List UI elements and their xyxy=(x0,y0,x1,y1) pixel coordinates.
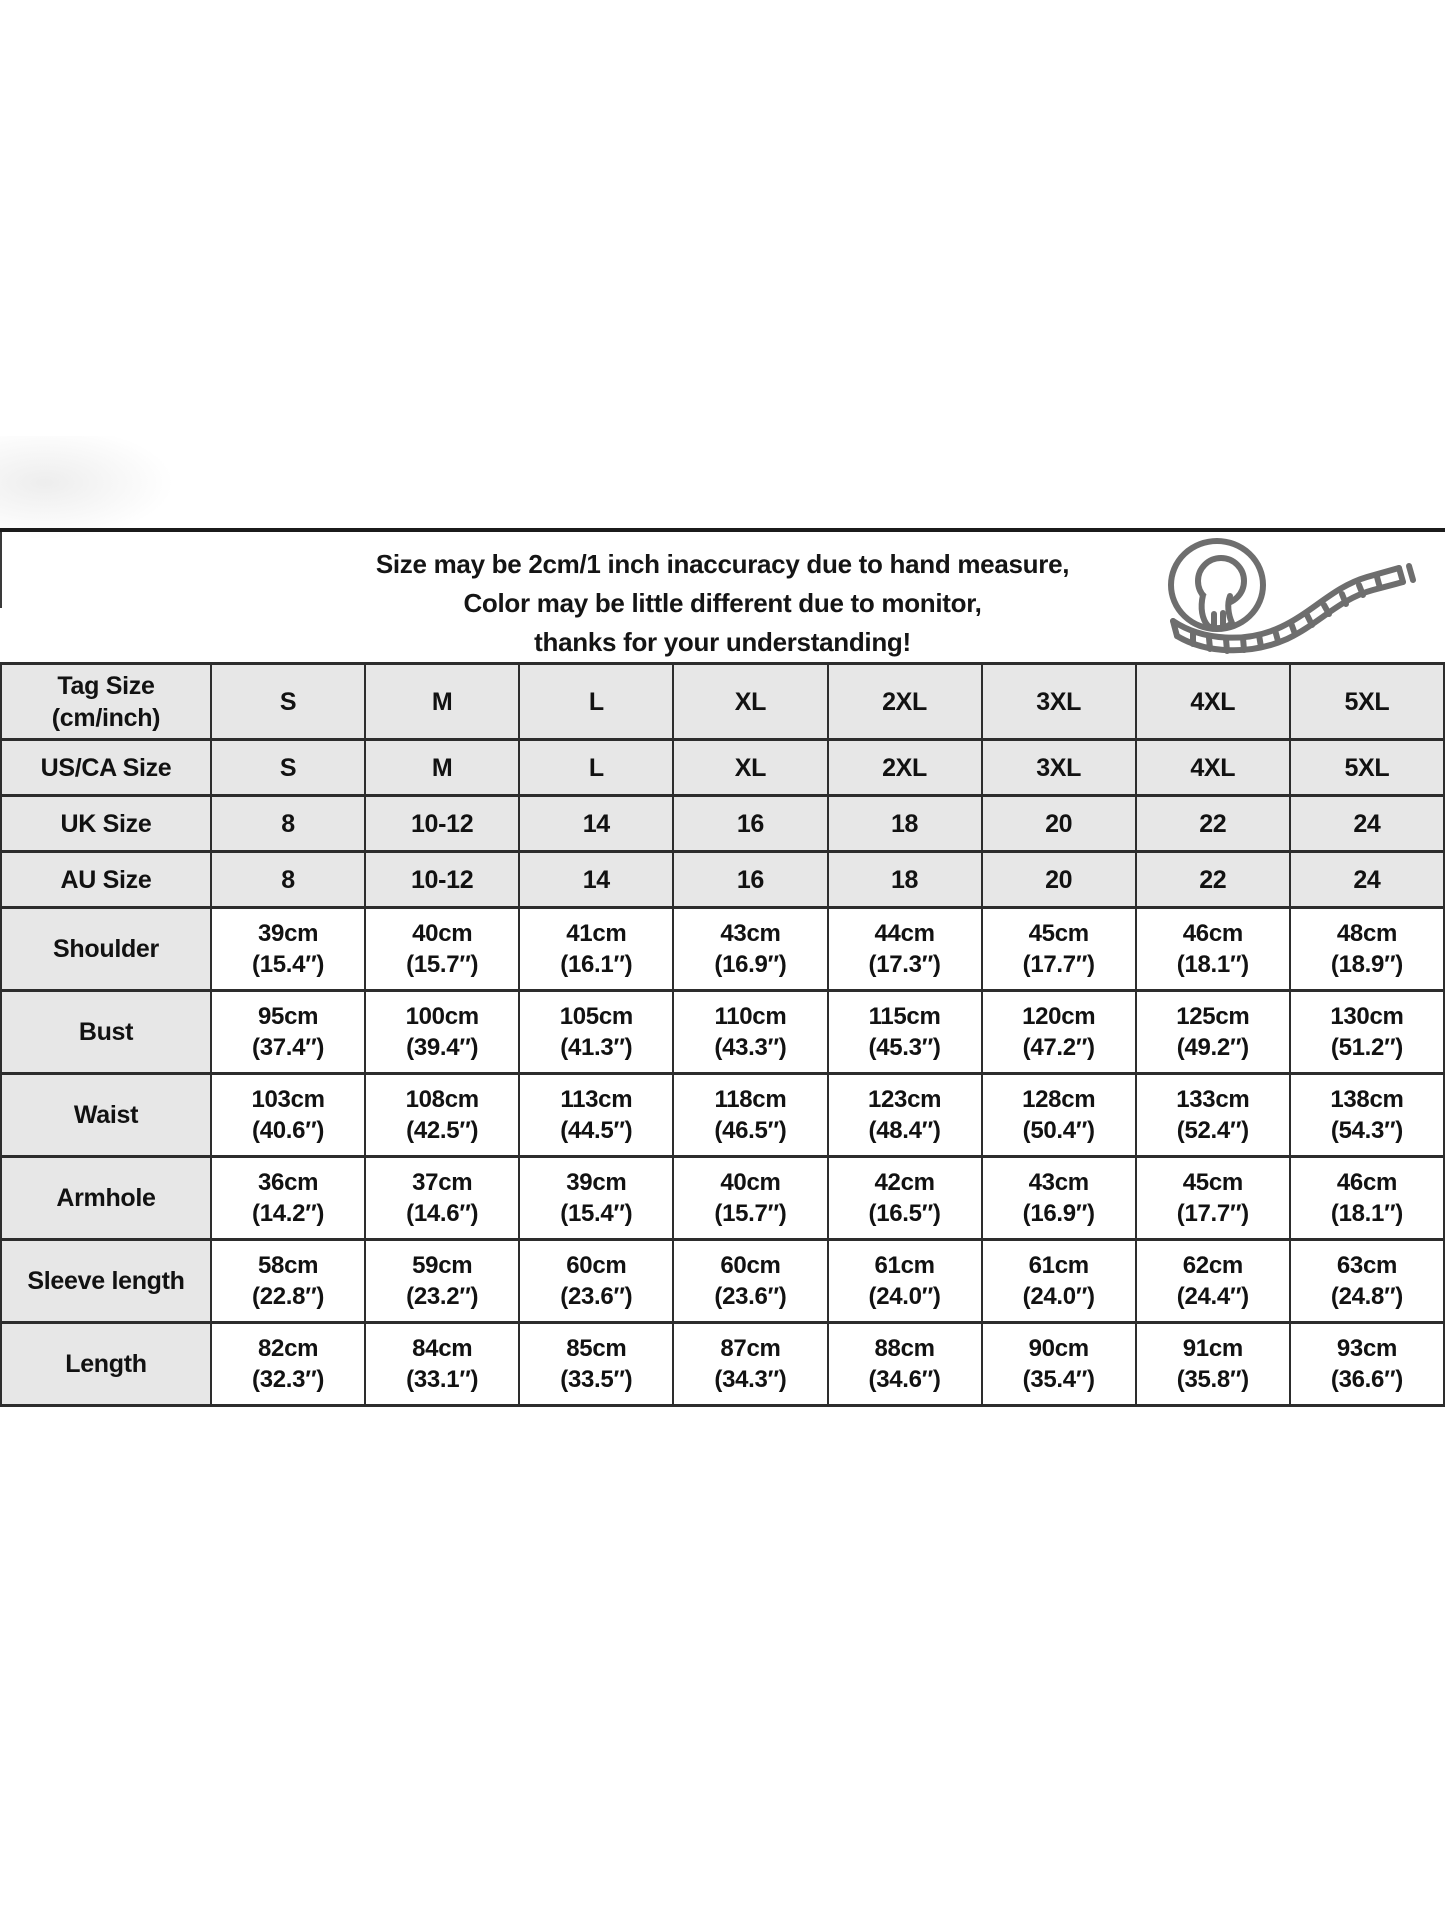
size-cell: XL xyxy=(673,664,827,740)
measure-cell: 60cm (23.6″) xyxy=(519,1240,673,1323)
row-label: Shoulder xyxy=(1,908,211,991)
measure-cell: 42cm (16.5″) xyxy=(828,1157,982,1240)
measure-cell: 84cm (33.1″) xyxy=(365,1323,519,1406)
size-cell: XL xyxy=(673,740,827,796)
measure-cell: 115cm (45.3″) xyxy=(828,991,982,1074)
size-cell: 24 xyxy=(1290,852,1444,908)
measure-cell: 41cm (16.1″) xyxy=(519,908,673,991)
measure-cell: 91cm (35.8″) xyxy=(1136,1323,1290,1406)
measure-cell: 103cm (40.6″) xyxy=(211,1074,365,1157)
size-cell: 16 xyxy=(673,796,827,852)
row-label: Sleeve length xyxy=(1,1240,211,1323)
table-row xyxy=(1,991,1444,1074)
measure-cell: 43cm (16.9″) xyxy=(673,908,827,991)
table-row xyxy=(1,1323,1444,1406)
size-cell: 2XL xyxy=(828,664,982,740)
size-cell: 5XL xyxy=(1290,740,1444,796)
measure-cell: 88cm (34.6″) xyxy=(828,1323,982,1406)
measure-cell: 130cm (51.2″) xyxy=(1290,991,1444,1074)
table-row xyxy=(1,740,1444,796)
size-cell: 3XL xyxy=(982,740,1136,796)
measure-cell: 95cm (37.4″) xyxy=(211,991,365,1074)
row-label: Waist xyxy=(1,1074,211,1157)
size-cell: M xyxy=(365,740,519,796)
measure-cell: 118cm (46.5″) xyxy=(673,1074,827,1157)
size-cell: 20 xyxy=(982,796,1136,852)
size-cell: 22 xyxy=(1136,796,1290,852)
measure-cell: 113cm (44.5″) xyxy=(519,1074,673,1157)
notice-line-2: Color may be little different due to monitor, xyxy=(463,588,982,618)
measure-cell: 128cm (50.4″) xyxy=(982,1074,1136,1157)
measure-cell: 133cm (52.4″) xyxy=(1136,1074,1290,1157)
measure-cell: 85cm (33.5″) xyxy=(519,1323,673,1406)
size-chart-table-body xyxy=(1,664,1444,1406)
measure-cell: 63cm (24.8″) xyxy=(1290,1240,1444,1323)
measure-cell: 60cm (23.6″) xyxy=(673,1240,827,1323)
row-label: Bust xyxy=(1,991,211,1074)
measure-cell: 36cm (14.2″) xyxy=(211,1157,365,1240)
measure-cell: 39cm (15.4″) xyxy=(519,1157,673,1240)
size-cell: 20 xyxy=(982,852,1136,908)
size-cell: L xyxy=(519,664,673,740)
table-row xyxy=(1,1074,1444,1157)
size-cell: 24 xyxy=(1290,796,1444,852)
table-row xyxy=(1,796,1444,852)
measure-cell: 110cm (43.3″) xyxy=(673,991,827,1074)
measure-cell: 58cm (22.8″) xyxy=(211,1240,365,1323)
table-row xyxy=(1,908,1444,991)
size-cell: 2XL xyxy=(828,740,982,796)
measure-cell: 40cm (15.7″) xyxy=(673,1157,827,1240)
row-label: AU Size xyxy=(1,852,211,908)
size-cell: M xyxy=(365,664,519,740)
background-artifact xyxy=(0,436,175,540)
measure-cell: 105cm (41.3″) xyxy=(519,991,673,1074)
measure-cell: 44cm (17.3″) xyxy=(828,908,982,991)
size-chart-sheet xyxy=(0,528,1445,1407)
size-cell: 18 xyxy=(828,852,982,908)
size-cell: 22 xyxy=(1136,852,1290,908)
measure-cell: 43cm (16.9″) xyxy=(982,1157,1136,1240)
size-cell: 18 xyxy=(828,796,982,852)
measure-cell: 108cm (42.5″) xyxy=(365,1074,519,1157)
size-cell: 14 xyxy=(519,796,673,852)
table-row xyxy=(1,1240,1444,1323)
measure-cell: 87cm (34.3″) xyxy=(673,1323,827,1406)
measure-cell: 40cm (15.7″) xyxy=(365,908,519,991)
row-label: US/CA Size xyxy=(1,740,211,796)
tape-measure-icon xyxy=(1153,535,1421,661)
measure-cell: 59cm (23.2″) xyxy=(365,1240,519,1323)
row-label: Tag Size (cm/inch) xyxy=(1,664,211,740)
measure-cell: 93cm (36.6″) xyxy=(1290,1323,1444,1406)
measure-cell: 37cm (14.6″) xyxy=(365,1157,519,1240)
measure-cell: 62cm (24.4″) xyxy=(1136,1240,1290,1323)
size-cell: 8 xyxy=(211,852,365,908)
measure-cell: 45cm (17.7″) xyxy=(1136,1157,1290,1240)
measure-cell: 39cm (15.4″) xyxy=(211,908,365,991)
size-cell: 16 xyxy=(673,852,827,908)
size-cell: S xyxy=(211,664,365,740)
table-row xyxy=(1,852,1444,908)
measure-cell: 120cm (47.2″) xyxy=(982,991,1136,1074)
measure-cell: 82cm (32.3″) xyxy=(211,1323,365,1406)
size-cell: S xyxy=(211,740,365,796)
size-cell: L xyxy=(519,740,673,796)
row-label: Armhole xyxy=(1,1157,211,1240)
size-cell: 4XL xyxy=(1136,740,1290,796)
size-cell: 10-12 xyxy=(365,852,519,908)
measure-cell: 123cm (48.4″) xyxy=(828,1074,982,1157)
measure-cell: 45cm (17.7″) xyxy=(982,908,1136,991)
size-cell: 14 xyxy=(519,852,673,908)
notice-line-3: thanks for your understanding! xyxy=(534,627,911,657)
row-label: Length xyxy=(1,1323,211,1406)
measure-cell: 138cm (54.3″) xyxy=(1290,1074,1444,1157)
measure-cell: 61cm (24.0″) xyxy=(982,1240,1136,1323)
notice-line-1: Size may be 2cm/1 inch inaccuracy due to hand measure, xyxy=(375,549,1070,579)
measure-cell: 90cm (35.4″) xyxy=(982,1323,1136,1406)
measure-cell: 125cm (49.2″) xyxy=(1136,991,1290,1074)
measure-cell: 46cm (18.1″) xyxy=(1136,908,1290,991)
measure-cell: 46cm (18.1″) xyxy=(1290,1157,1444,1240)
measure-cell: 61cm (24.0″) xyxy=(828,1240,982,1323)
size-chart-table xyxy=(0,662,1445,1407)
size-cell: 3XL xyxy=(982,664,1136,740)
row-label: UK Size xyxy=(1,796,211,852)
measure-cell: 100cm (39.4″) xyxy=(365,991,519,1074)
notice-section xyxy=(0,528,1445,662)
size-cell: 10-12 xyxy=(365,796,519,852)
size-cell: 5XL xyxy=(1290,664,1444,740)
size-cell: 4XL xyxy=(1136,664,1290,740)
table-row xyxy=(1,1157,1444,1240)
size-cell: 8 xyxy=(211,796,365,852)
measure-cell: 48cm (18.9″) xyxy=(1290,908,1444,991)
table-row xyxy=(1,664,1444,740)
